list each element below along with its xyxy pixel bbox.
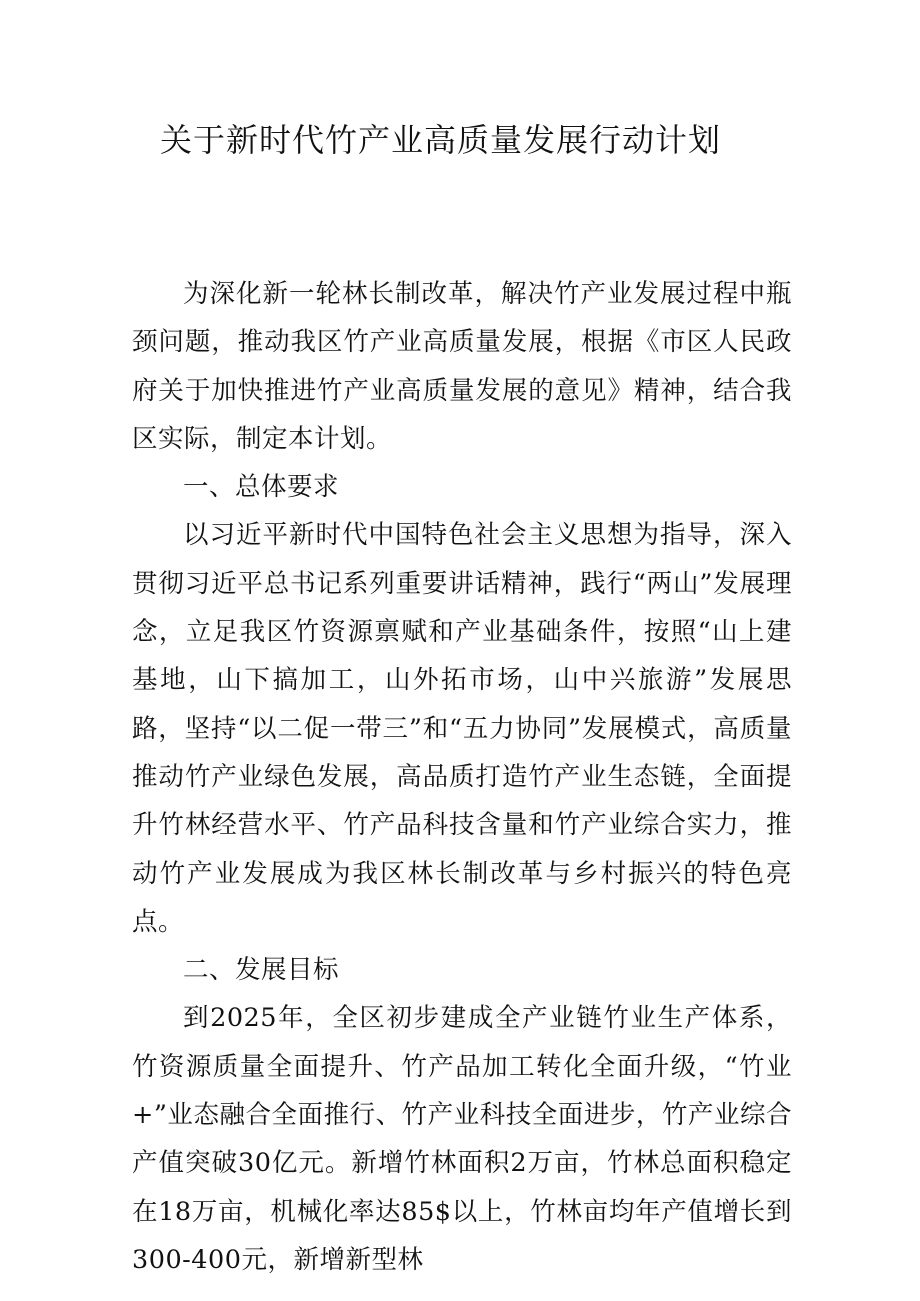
document-title: 关于新时代竹产业高质量发展行动计划 [160, 121, 722, 159]
overall-requirements-paragraph: 以习近平新时代中国特色社会主义思想为指导，深入贯彻习近平总书记系列重要讲话精神，践行“两山”发展理念，立足我区竹资源禀赋和产业基础条件，按照“山上建基地，山下搞加工，山外拓市场，山中兴旅游”发展思路，坚持“以二促一带三”和“五力协同”发展模式，高质量推动竹产业绿色发展，高品质打造竹产业生态链，全面提升竹林经营水平、竹产品科技含量和竹产业综合实力，推动竹产业发展成为我区林长制改革与乡村振兴的特色亮点。 [132, 520, 792, 937]
development-goals-paragraph: 到2025年，全区初步建成全产业链竹业生产体系，竹资源质量全面提升、竹产品加工转化全面升级，“竹业+”业态融合全面推行、竹产业科技全面进步，竹产业综合产值突破30亿元。新增竹林面积2万亩，竹林总面积稳定在18万亩，机械化率达85$以上，竹林亩均年产值增长到300-400元，新增新型林 [132, 1003, 792, 1275]
intro-paragraph: 为深化新一轮林长制改革，解决竹产业发展过程中瓶颈问题，推动我区竹产业高质量发展，根据《市区人民政府关于加快推进竹产业高质量发展的意见》精神，结合我区实际，制定本计划。 [132, 279, 792, 454]
section-heading-development-goals: 二、发展目标 [183, 955, 340, 986]
document-body [132, 270, 792, 1284]
section-heading-overall-requirements: 一、总体要求 [183, 472, 340, 503]
